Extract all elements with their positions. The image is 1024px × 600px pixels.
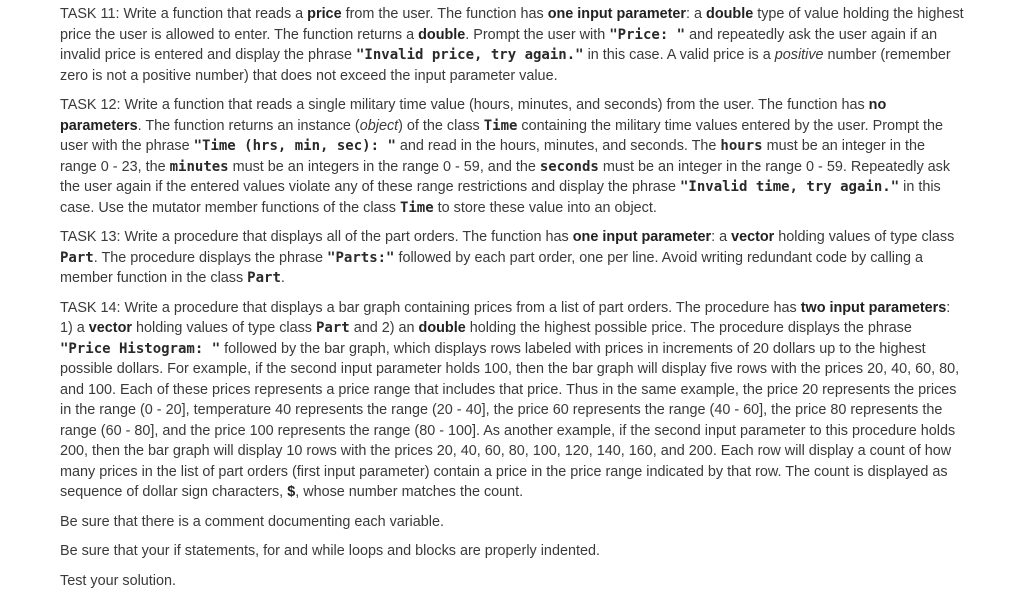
text-run: TASK 12: Write a function that reads a single military time value (hours, minutes, and seconds) from the user. The function has	[60, 97, 869, 113]
task-11-paragraph	[60, 4, 964, 86]
bold-term: vector	[88, 320, 132, 336]
italic-term: object	[359, 117, 399, 134]
code-term: "Price: "	[609, 26, 686, 43]
bold-term: vector	[731, 229, 775, 245]
text-run: TASK 14: Write a procedure that displays a bar graph containing prices from a list of part orders. The procedure has	[60, 299, 801, 316]
text-run: in this case. Use the mutator member functions of the class	[60, 179, 941, 216]
text-run: . The function returns an instance (	[137, 117, 360, 134]
text-run: , whose number matches the count.	[295, 484, 524, 500]
bold-term: double	[418, 320, 466, 336]
italic-term: positive	[774, 47, 824, 63]
bold-term: no parameters	[60, 97, 887, 134]
bold-term: $	[287, 484, 296, 500]
text-run: holding the highest possible price. The procedure displays the phrase	[465, 320, 912, 336]
task-13-paragraph	[60, 227, 964, 289]
text-run: must be an integers in the range 0 - 59, and the	[228, 158, 540, 175]
code-term: Part	[316, 320, 350, 336]
note-test: Test your solution.	[60, 572, 176, 589]
text-run: and 2) an	[349, 320, 419, 336]
text-run: : 1) a	[60, 299, 951, 336]
bold-term: two input parameters	[800, 299, 947, 316]
code-term: "Invalid time, try again."	[679, 179, 900, 195]
text-run: and repeatedly ask the user again if an invalid price is entered and display the phrase	[60, 26, 938, 63]
code-term: Time	[399, 199, 434, 216]
code-term: minutes	[169, 158, 229, 175]
task-12-paragraph	[60, 95, 964, 218]
text-run: and read in the hours, minutes, and seconds. The	[395, 138, 721, 154]
code-term: seconds	[539, 158, 599, 175]
text-run: containing the military time values entered by the user. Prompt the user with the phrase	[60, 117, 943, 154]
code-term: "Price Histogram: "	[60, 340, 221, 357]
code-term: hours	[720, 138, 763, 154]
code-term: "Parts:"	[327, 249, 395, 266]
text-run: from the user. The function has	[341, 6, 548, 22]
bold-term: one input parameter	[547, 6, 687, 22]
note-comments: Be sure that there is a comment documenting each variable.	[60, 513, 444, 530]
text-run: to store these value into an object.	[433, 199, 657, 216]
text-run: number (remember zero is not a positive number) that does not exceed the input parameter value.	[60, 47, 951, 84]
text-run: .	[280, 270, 285, 286]
code-term: Part	[247, 270, 281, 286]
text-run: must be an integer in the range 0 - 23, the	[60, 138, 925, 175]
bold-term: price	[307, 6, 342, 22]
text-run: followed by each part order, one per line. Avoid writing redundant code by calling a member function in the class	[60, 249, 924, 286]
text-run: : a	[686, 6, 707, 22]
code-term: Time	[483, 117, 518, 134]
bold-term: one input parameter	[572, 229, 712, 245]
text-run: holding values of type class	[774, 229, 955, 245]
text-run: . The procedure displays the phrase	[93, 249, 328, 266]
text-run: followed by the bar graph, which displays rows labeled with prices in increments of 20 dollars up to the highest possible dollars. For example, if the second input parameter holds 100, then the bar graph will display five rows with the prices 20, 40, 60, 80, and 100. Each of these prices represents a price range that includes that price. Thus in the same example, the price 20 represents the prices in the range (0 - 20], temperature 40 represents the range (20 - 40], the price 60 represents the range (40 - 60], the price 80 represents the range (60 - 80], and the price 100 represents the range (80 - 100]. As another example, if the second input parameter to this procedure holds 200, then the bar graph will display 10 rows with the prices 20, 40, 60, 80, 100, 120, 140, 160, and 200. Each row will display a count of how many prices in the list of part orders (first input parameter) contain a price in the price range indicated by that row. The count is displayed as sequence of dollar sign characters,	[60, 340, 960, 500]
text-run: . Prompt the user with	[465, 26, 610, 43]
text-run: : a	[711, 229, 732, 245]
text-run: in this case. A valid price is a	[583, 47, 775, 63]
bold-term: double	[706, 6, 754, 22]
text-run: TASK 13: Write a procedure that displays all of the part orders. The function has	[60, 229, 573, 245]
text-run: TASK 11: Write a function that reads a	[60, 6, 308, 22]
code-term: "Invalid price, try again."	[356, 47, 584, 63]
code-term: "Time (hrs, min, sec): "	[193, 138, 396, 154]
text-run: ) of the class	[398, 117, 484, 134]
bold-term: double	[418, 26, 466, 43]
note-indentation: Be sure that your if statements, for and while loops and blocks are properly indented.	[60, 543, 600, 559]
task-14-paragraph	[60, 298, 964, 503]
code-term: Part	[60, 249, 94, 266]
text-run: type of value holding the highest price the user is allowed to enter. The function returns a	[60, 6, 964, 43]
text-run: holding values of type class	[132, 320, 316, 336]
text-run: must be an integer in the range 0 - 59. Repeatedly ask the user again if the entered values violate any of these range restrictions and display the phrase	[60, 158, 951, 195]
